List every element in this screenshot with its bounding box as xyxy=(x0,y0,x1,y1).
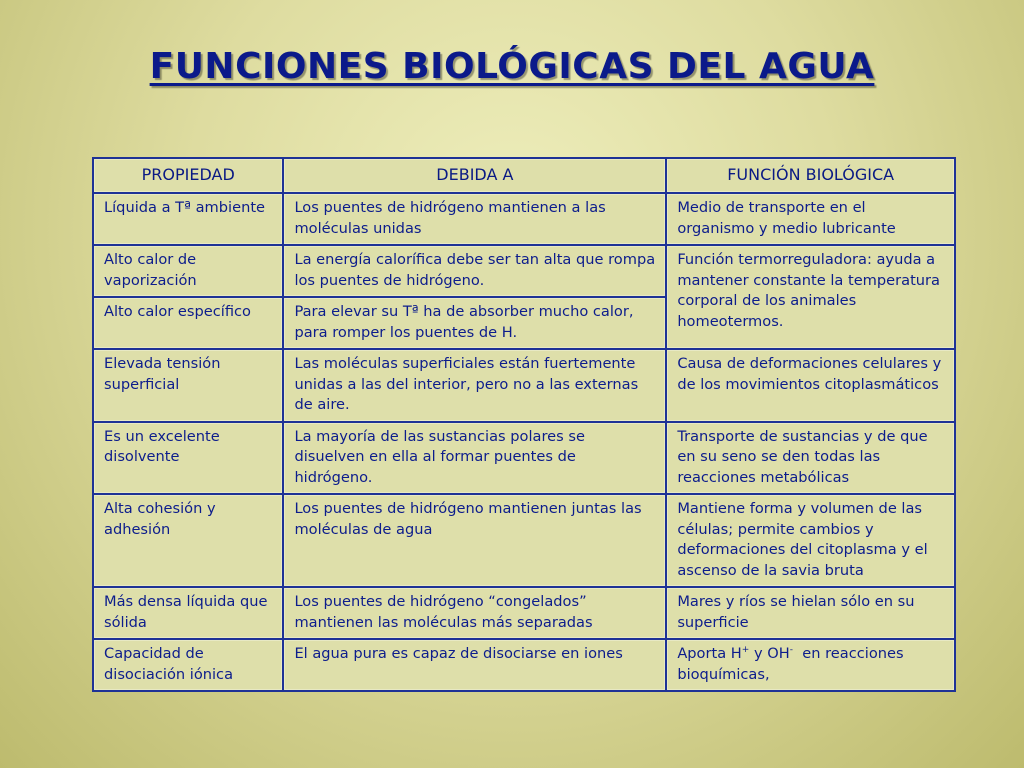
table-row xyxy=(94,246,954,296)
table-row xyxy=(94,495,954,586)
cell-debida-a: El agua pura es capaz de disociarse en iones xyxy=(284,640,665,690)
cell-propiedad: Alto calor específico xyxy=(94,298,282,348)
cell-propiedad: Es un excelente disolvente xyxy=(94,423,282,494)
superscript-plus: + xyxy=(741,645,750,655)
cell-propiedad: Alta cohesión y adhesión xyxy=(94,495,282,586)
cell-debida-a: Para elevar su Tª ha de absorber mucho calor, para romper los puentes de H. xyxy=(284,298,665,348)
page-title: FUNCIONES BIOLÓGICAS DEL AGUA xyxy=(149,46,875,87)
column-header-propiedad: PROPIEDAD xyxy=(94,159,282,192)
table-row xyxy=(94,588,954,638)
cell-funcion xyxy=(667,640,954,690)
cell-debida-a: La mayoría de las sustancias polares se disuelven en ella al formar puentes de hidrógeno. xyxy=(284,423,665,494)
cell-funcion: Causa de deformaciones celulares y de los movimientos citoplasmáticos xyxy=(667,350,954,421)
cell-debida-a: Los puentes de hidrógeno mantienen juntas las moléculas de agua xyxy=(284,495,665,586)
superscript-minus: - xyxy=(789,645,793,655)
cell-debida-a: Los puentes de hidrógeno “congelados” mantienen las moléculas más separadas xyxy=(284,588,665,638)
table-row xyxy=(94,350,954,421)
cell-debida-a: Los puentes de hidrógeno mantienen a las moléculas unidas xyxy=(284,194,665,244)
table-row xyxy=(94,194,954,244)
funcion-text: en reacciones bioquímicas, xyxy=(677,645,909,683)
cell-propiedad: Líquida a Tª ambiente xyxy=(94,194,282,244)
cell-debida-a: La energía calorífica debe ser tan alta que rompa los puentes de hidrógeno. xyxy=(284,246,665,296)
cell-propiedad: Capacidad de disociación iónica xyxy=(94,640,282,690)
biological-functions-table xyxy=(92,157,956,692)
cell-funcion: Función termorreguladora: ayuda a mantener constante la temperatura corporal de los animales homeotermos. xyxy=(667,246,954,348)
cell-funcion: Medio de transporte en el organismo y medio lubricante xyxy=(667,194,954,244)
column-header-debida-a: DEBIDA A xyxy=(284,159,665,192)
funcion-text: Aporta H xyxy=(677,645,742,662)
table-row xyxy=(94,423,954,494)
cell-propiedad: Más densa líquida que sólida xyxy=(94,588,282,638)
cell-propiedad: Elevada tensión superficial xyxy=(94,350,282,421)
table-row xyxy=(94,640,954,690)
column-header-funcion-biologica: FUNCIÓN BIOLÓGICA xyxy=(667,159,954,192)
cell-funcion: Transporte de sustancias y de que en su seno se den todas las reacciones metabólicas xyxy=(667,423,954,494)
cell-propiedad: Alto calor de vaporización xyxy=(94,246,282,296)
funcion-text: y OH xyxy=(749,645,790,662)
table-header-row xyxy=(94,159,954,192)
cell-funcion: Mares y ríos se hielan sólo en su superficie xyxy=(667,588,954,638)
cell-funcion: Mantiene forma y volumen de las células; permite cambios y deformaciones del citoplasma y el ascenso de la savia bruta xyxy=(667,495,954,586)
cell-debida-a: Las moléculas superficiales están fuertemente unidas a las del interior, pero no a las externas de aire. xyxy=(284,350,665,421)
